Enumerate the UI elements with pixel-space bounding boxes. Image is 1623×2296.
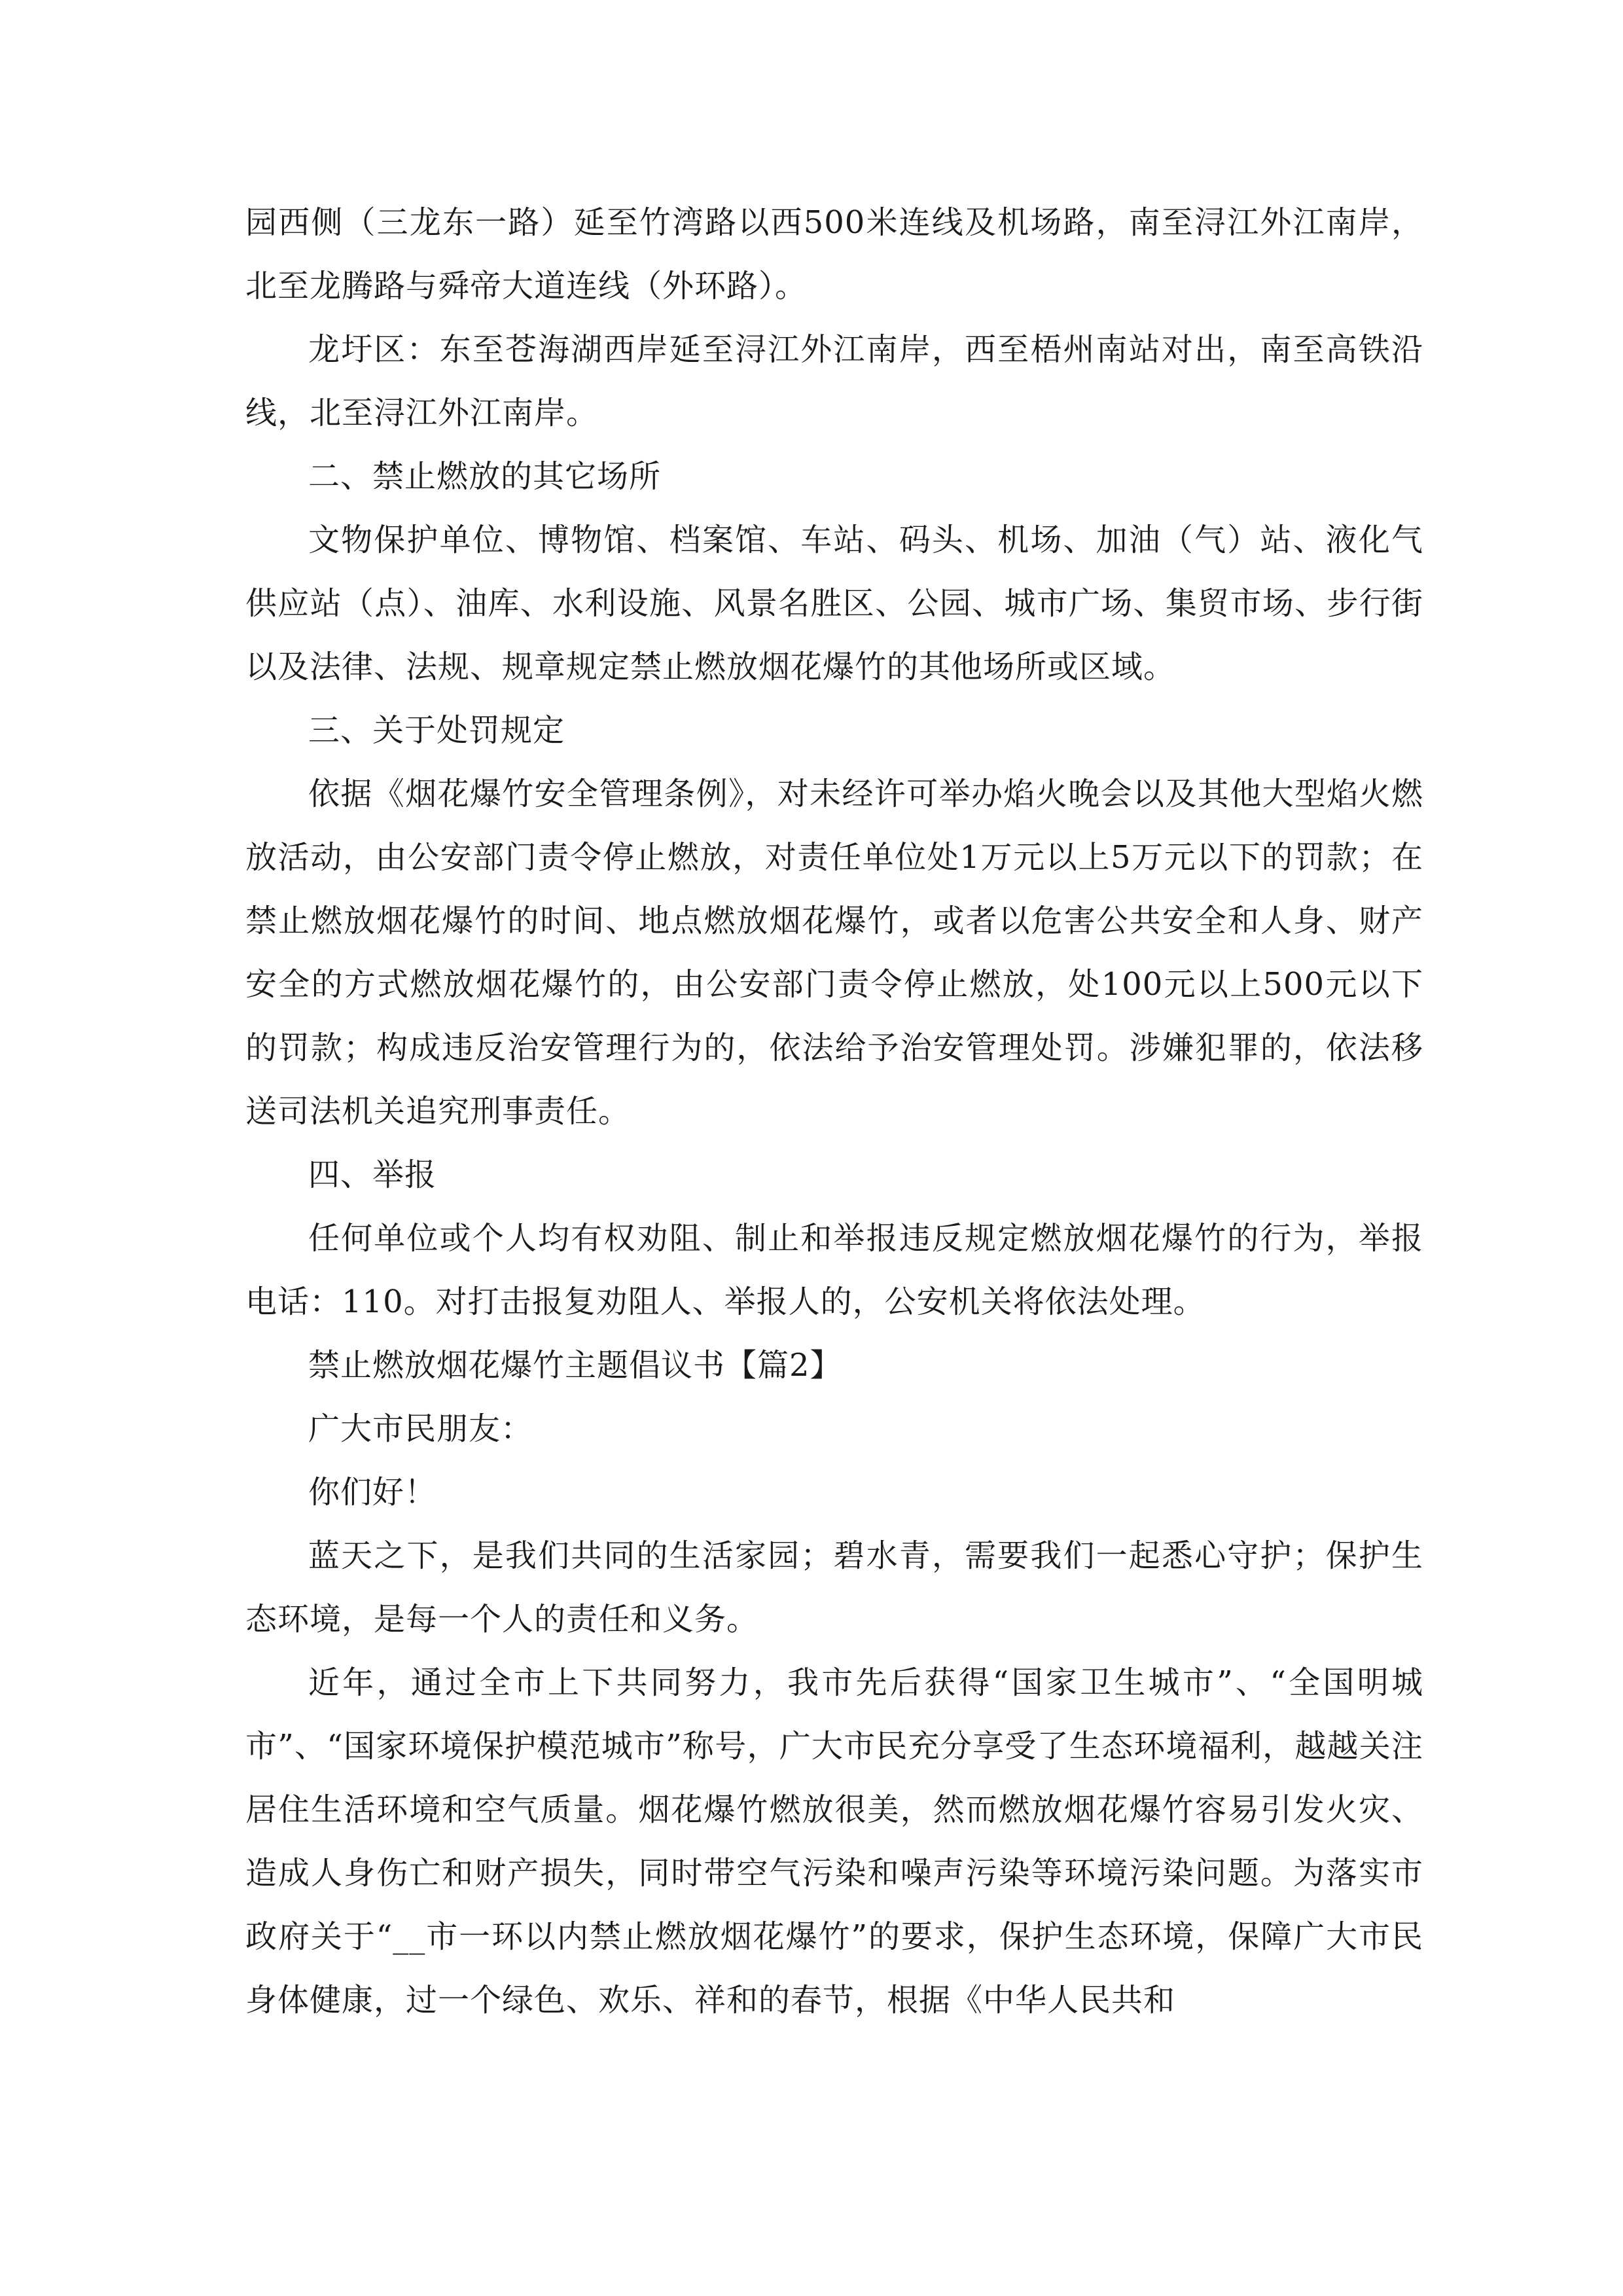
paragraph-other-places: 文物保护单位、博物馆、档案馆、车站、码头、机场、加油（气）站、液化气供应站（点）、油库、水利设施、风景名胜区、公园、城市广场、集贸市场、步行街以及法律、法规、规章规定禁止燃放烟花爆竹的其他场所或区域。 [245, 522, 1423, 685]
section-heading-other-places: 二、禁止燃放的其它场所 [308, 458, 662, 495]
paragraph-continuation: 园西侧（三龙东一路）延至竹湾路以西500米连线及机场路，南至浔江外江南岸，北至龙腾路与舜帝大道连线（外环路）。 [245, 204, 1423, 304]
paragraph-report: 任何单位或个人均有权劝阻、制止和举报违反规定燃放烟花爆竹的行为，举报电话：110。对打击报复劝阻人、举报人的，公安机关将依法处理。 [245, 1220, 1423, 1320]
section-heading-penalties: 三、关于处罚规定 [308, 712, 565, 749]
paragraph-longxu-district: 龙圩区：东至苍海湖西岸延至浔江外江南岸，西至梧州南站对出，南至高铁沿线，北至浔江外江南岸。 [245, 331, 1423, 431]
paragraph-penalties: 依据《烟花爆竹安全管理条例》，对未经许可举办焰火晚会以及其他大型焰火燃放活动，由公安部门责令停止燃放，对责任单位处1万元以上5万元以下的罚款；在禁止燃放烟花爆竹的时间、地点燃放烟花爆竹，或者以危害公共安全和人身、财产安全的方式燃放烟花爆竹的，由公安部门责令停止燃放，处100元以上500元以下的罚款；构成违反治安管理行为的，依法给予治安管理处罚。涉嫌犯罪的，依法移送司法机关追究刑事责任。 [245, 776, 1423, 1130]
document-body [245, 191, 1423, 2032]
salutation: 广大市民朋友： [308, 1410, 533, 1447]
paragraph-recent-years: 近年，通过全市上下共同努力，我市先后获得“国家卫生城市”、“全国明城市”、“国家环境保护模范城市”称号，广大市民充分享受了生态环境福利，越越关注居住生活环境和空气质量。烟花爆竹燃放很美，然而燃放烟花爆竹容易引发火灾、造成人身伤亡和财产损失，同时带空气污染和噪声污染等环境污染问题。为落实市政府关于“__市一环以内禁止燃放烟花爆竹”的要求，保护生态环境，保障广大市民身体健康，过一个绿色、欢乐、祥和的春节，根据《中华人民共和 [245, 1664, 1423, 2018]
greeting: 你们好！ [308, 1474, 437, 1511]
paragraph-blue-sky: 蓝天之下，是我们共同的生活家园；碧水青，需要我们一起悉心守护；保护生态环境，是每一个人的责任和义务。 [245, 1537, 1423, 1638]
section-heading-report: 四、举报 [308, 1157, 437, 1193]
article-title-part2: 禁止燃放烟花爆竹主题倡议书【篇2】 [308, 1347, 842, 1384]
